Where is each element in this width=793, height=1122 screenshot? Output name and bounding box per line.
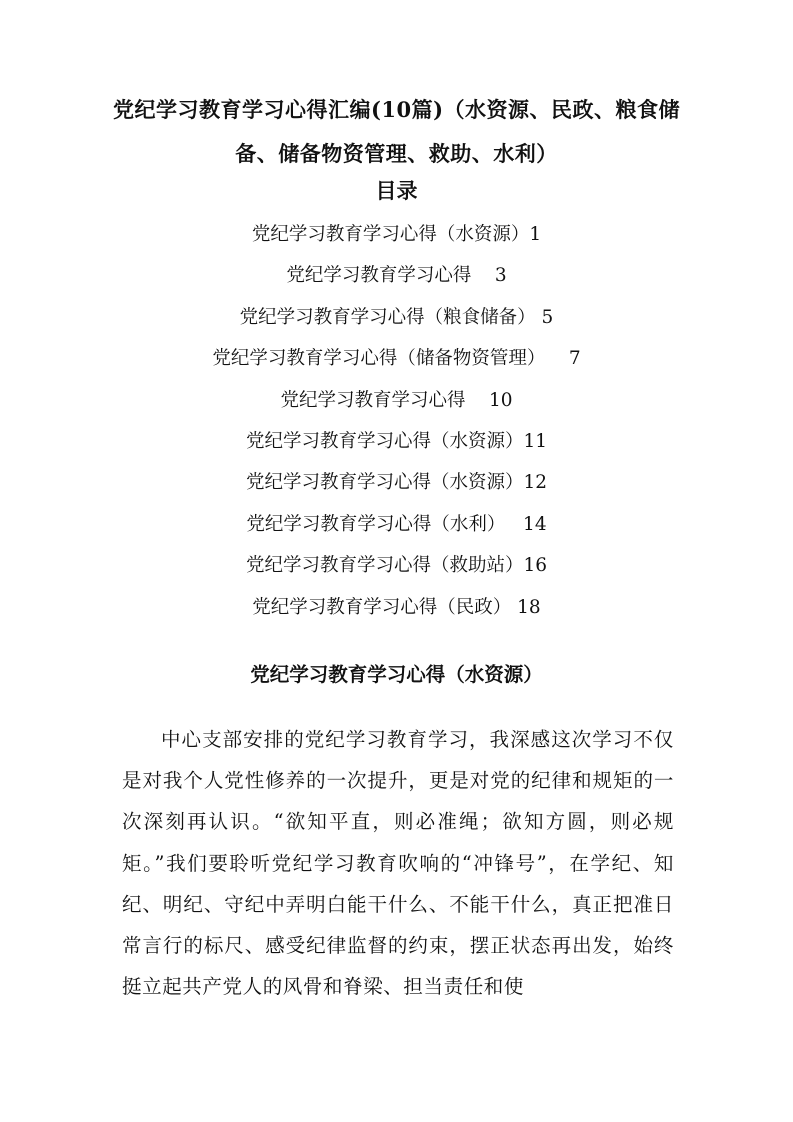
toc-item: 党纪学习教育学习心得 3 [286,265,507,287]
toc-item: 党纪学习教育学习心得 10 [280,389,513,411]
section-title: 党纪学习教育学习心得（水资源） [250,663,543,686]
toc-item: 党纪学习教育学习心得（救助站）16 [245,555,548,577]
toc-item: 党纪学习教育学习心得（水资源）1 [251,224,542,245]
document-title: 党纪学习教育学习心得汇编(10篇)（水资源、民政、粮食储备、储备物资管理、救助、水利） [112,97,681,166]
toc-item: 党纪学习教育学习心得（水资源）12 [245,472,548,494]
toc-item: 党纪学习教育学习心得（储备物资管理） 7 [212,348,581,370]
toc-heading: 目录 [375,178,418,203]
toc-item: 党纪学习教育学习心得（水资源）11 [245,431,548,452]
toc-item: 党纪学习教育学习心得（水利） 14 [246,513,547,535]
body-paragraph: 中心支部安排的党纪学习教育学习，我深感这次学习不仅是对我个人党性修养的一次提升，更是对党的纪律和规矩的一次深刻再认识。“欲知平直，则必准绳；欲知方圆，则必规矩。”我们要聆听党纪学习教育吹响的“冲锋号”，在学纪、知纪、明纪、守纪中弄明白能干什么、不能干什么，真正把准日常言行的标尺、感受纪律监督的约束，摆正状态再出发，始终挺立起共产党人的风骨和脊梁、担当责任和使 [122,728,674,999]
toc-item: 党纪学习教育学习心得（民政） 18 [252,596,541,618]
toc-item: 党纪学习教育学习心得（粮食储备） 5 [239,306,554,328]
